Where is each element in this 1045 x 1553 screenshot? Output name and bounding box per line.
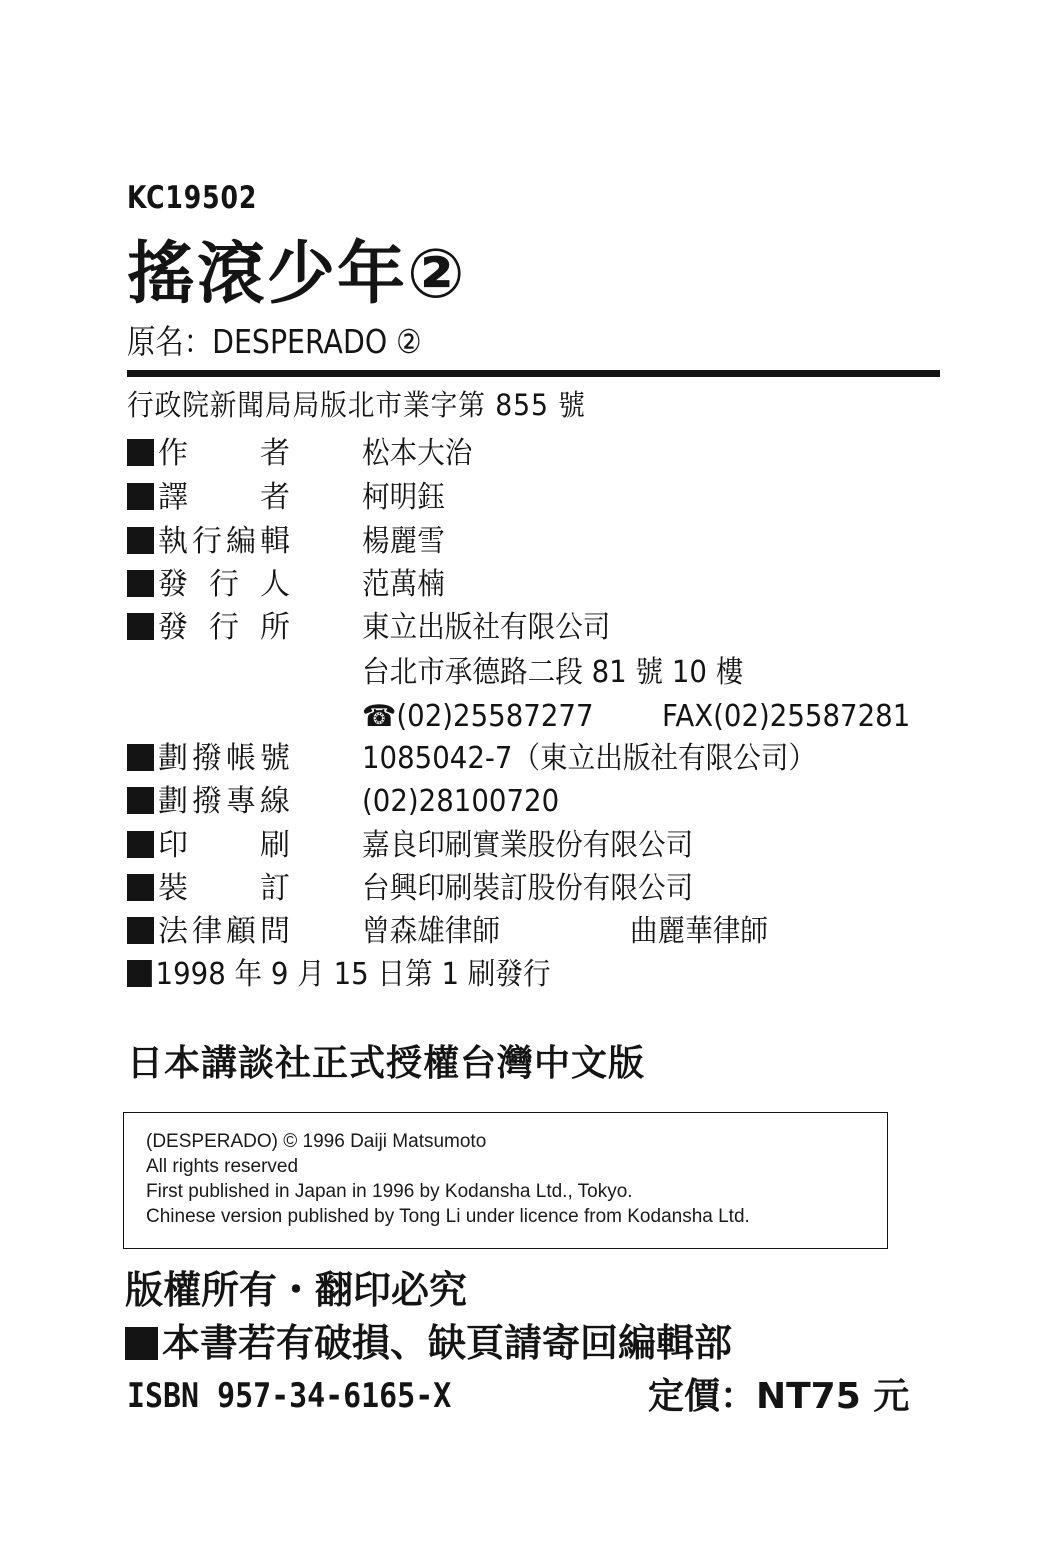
bullet-square [127,917,154,944]
credit-value-publisher: 范萬楠 [362,567,445,602]
credit-label-account: 劃撥帳號 [127,739,290,779]
original-title: 原名：DESPERADO ② [127,322,422,361]
publisher-phone: ☎(02)25587277 [362,699,594,734]
rights-notice: 版權所有・翻印必究 [125,1268,468,1312]
credit-label-author: 作者 [127,434,290,474]
copyright-line: All rights reserved [146,1156,299,1177]
bullet-square [125,1327,158,1360]
divider-rule [127,370,940,377]
credit-value-translator: 柯明鈺 [362,480,445,515]
bullet-square [127,527,154,554]
credit-value-publishing-house: 東立出版社有限公司 [362,610,611,645]
bullet-square [127,483,154,510]
bullet-square [127,744,154,771]
credit-value-binding: 台興印刷裝訂股份有限公司 [362,871,694,906]
authorization-notice: 日本講談社正式授權台灣中文版 [127,1043,646,1084]
bullet-square [127,439,154,466]
isbn: ISBN 957-34-6165-X [127,1376,452,1416]
price: 定價：NT75 元 [648,1376,910,1417]
license-number: 行政院新聞局局版北市業字第 855 號 [127,388,586,422]
damage-notice: 本書若有破損、缺頁請寄回編輯部 [125,1318,732,1368]
credit-value-author: 松本大治 [362,436,473,471]
credit-value-legal-second: 曲麗華律師 [630,914,768,949]
credit-label-legal: 法律顧問 [127,912,290,952]
copyright-box [123,1112,888,1249]
copyright-line: Chinese version published by Tong Li under licence from Kodansha Ltd. [146,1206,750,1227]
credit-value-account: 1085042-7（東立出版社有限公司） [362,741,817,776]
credit-value-printing: 嘉良印刷實業股份有限公司 [362,828,694,863]
book-title: 搖滾少年② [127,235,467,314]
catalog-code: KC19502 [127,180,258,216]
credit-label-printing: 印刷 [127,826,290,866]
credit-value-editor: 楊麗雪 [362,524,445,559]
bullet-square [127,570,154,597]
publisher-address: 台北市承德路二段 81 號 10 樓 [362,655,744,690]
credit-label-hotline: 劃撥專線 [127,782,290,822]
bullet-square [127,613,154,640]
credit-label-publishing-house: 發行所 [127,608,290,648]
credit-label-translator: 譯者 [127,478,290,518]
credit-label-publisher: 發行人 [127,565,290,605]
credit-label-binding: 裝訂 [127,869,290,909]
copyright-line: (DESPERADO) © 1996 Daiji Matsumoto [146,1131,487,1152]
bullet-square [127,874,154,901]
publisher-fax: FAX(02)25587281 [662,699,911,734]
bullet-square [127,787,154,814]
bullet-square [127,831,154,858]
print-date: 1998 年 9 月 15 日第 1 刷發行 [127,955,551,995]
copyright-line: First published in Japan in 1996 by Kodansha Ltd., Tokyo. [146,1181,633,1202]
credit-value-legal: 曾森雄律師 [362,914,500,949]
bullet-square [127,960,152,987]
credit-label-editor: 執行編輯 [127,522,290,562]
credit-value-hotline: (02)28100720 [362,784,560,819]
